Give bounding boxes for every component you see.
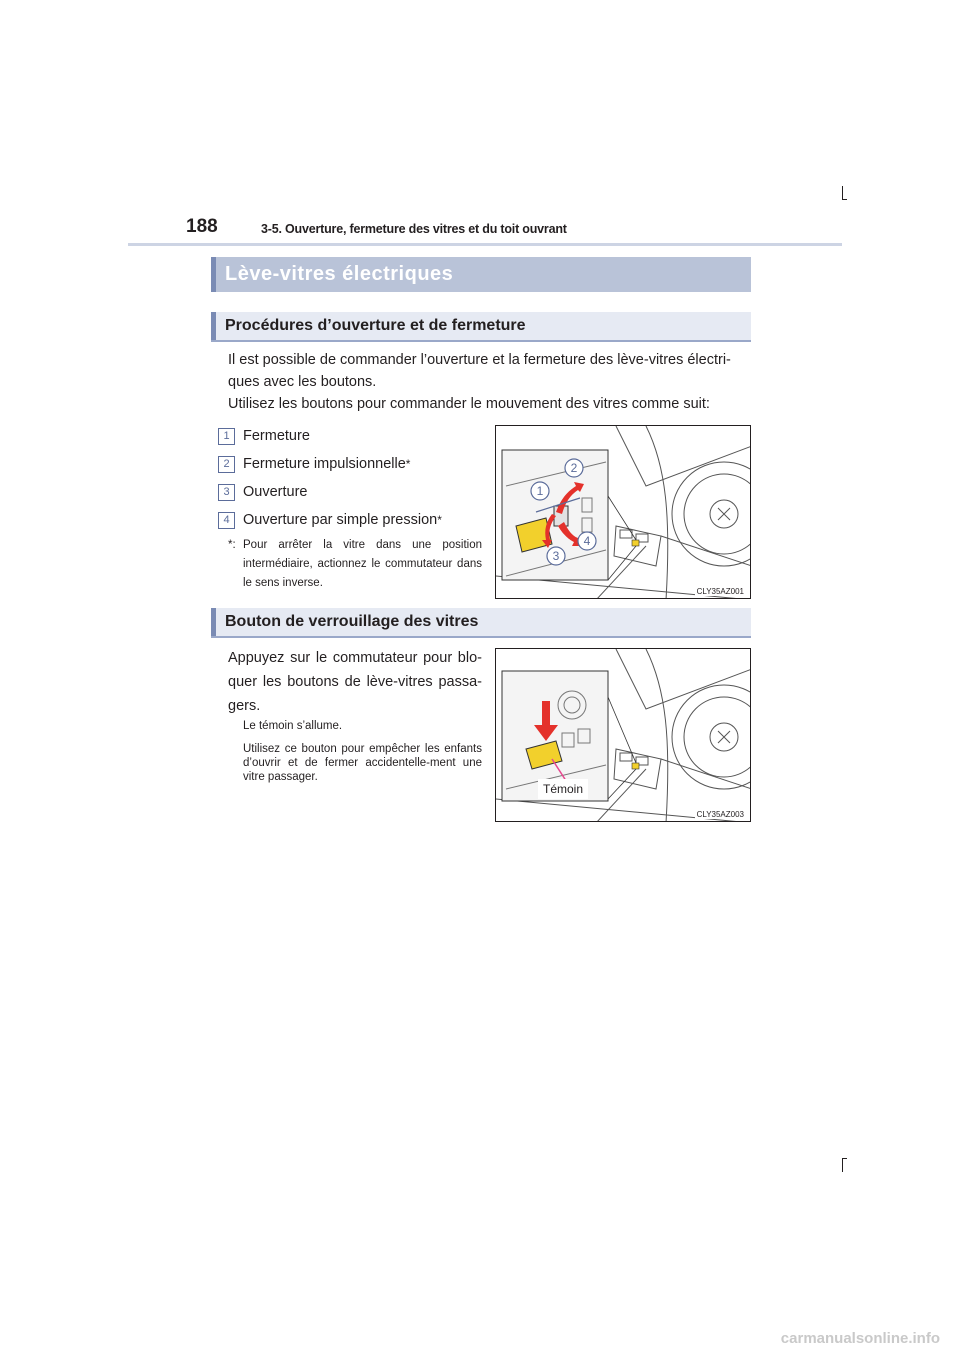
figure-code: CLY35AZ003 xyxy=(696,810,744,819)
number-1-icon: 1 xyxy=(218,428,235,445)
footnote-text: Pour arrêter la vitre dans une position intermédiaire, actionnez le commutateur dans le sens inverse. xyxy=(243,539,482,589)
chapter-title-bar xyxy=(211,257,751,292)
lock-note-usage: Utilisez ce bouton pour empêcher les enfants d’ouvrir et de fermer accidentelle-ment une vitre passager. xyxy=(243,743,482,783)
footnote-mark: *: xyxy=(228,539,236,551)
number-2-icon: 2 xyxy=(218,456,235,473)
list-item xyxy=(218,422,488,450)
list-item: 2 Fermeture impulsionnelle * xyxy=(218,450,488,478)
intro-line-3: Utilisez les boutons pour commander le mouvement des vitres comme suit: xyxy=(228,396,710,412)
window-switch-illustration xyxy=(495,425,751,599)
list-item: 4 Ouverture par simple pression * xyxy=(218,506,488,534)
indicator-label: Témoin xyxy=(542,782,584,796)
lock-switch-drawing xyxy=(496,649,751,822)
header-rule xyxy=(128,243,842,246)
section-bar-accent xyxy=(211,608,216,636)
lock-note-indicator: Le témoin s’allume. xyxy=(243,720,343,732)
crop-mark-top-h xyxy=(842,199,847,200)
section-heading-text: Procédures d’ouverture et de fermeture xyxy=(225,317,526,334)
section-bar-accent xyxy=(211,312,216,340)
chapter-bar-accent xyxy=(211,257,216,292)
section-heading-procedures xyxy=(211,312,751,342)
list-item-label: Ouverture par simple pression xyxy=(243,512,438,528)
operation-list xyxy=(218,422,488,534)
number-3-icon: 3 xyxy=(218,484,235,501)
list-item xyxy=(218,478,488,506)
list-item-label: Fermeture xyxy=(243,428,310,444)
intro-paragraph xyxy=(228,349,752,415)
crop-mark-top xyxy=(842,186,843,200)
list-item-label: Fermeture impulsionnelle xyxy=(243,456,406,472)
callout-2: 2 xyxy=(570,461,578,475)
running-header: 3-5. Ouverture, fermeture des vitres et du toit ouvrant xyxy=(261,222,567,236)
number-4-icon: 4 xyxy=(218,512,235,529)
intro-line-1: Il est possible de commander l’ouverture et la fermeture des lève-vitres électri- xyxy=(228,352,731,368)
footer-watermark: carmanualsonline.info xyxy=(780,1330,940,1347)
section-heading-lock-button xyxy=(211,608,751,638)
lock-switch-illustration xyxy=(495,648,751,822)
lock-body-text: Appuyez sur le commutateur pour blo-quer les boutons de lève-vitres passa-gers. xyxy=(228,650,482,714)
chapter-title: Lève-vitres électriques xyxy=(225,263,454,285)
window-switch-drawing xyxy=(496,426,751,599)
crop-mark-bottom xyxy=(842,1158,843,1172)
crop-mark-bottom-h xyxy=(842,1158,847,1159)
page-number: 188 xyxy=(186,216,218,237)
section-heading-text: Bouton de verrouillage des vitres xyxy=(225,613,479,630)
callout-4: 4 xyxy=(583,534,591,548)
figure-code: CLY35AZ001 xyxy=(696,587,744,596)
list-item-label: Ouverture xyxy=(243,484,308,500)
footnote xyxy=(228,536,482,593)
intro-line-2: ques avec les boutons. xyxy=(228,374,377,390)
callout-3: 3 xyxy=(552,549,560,563)
callout-1: 1 xyxy=(536,484,544,498)
